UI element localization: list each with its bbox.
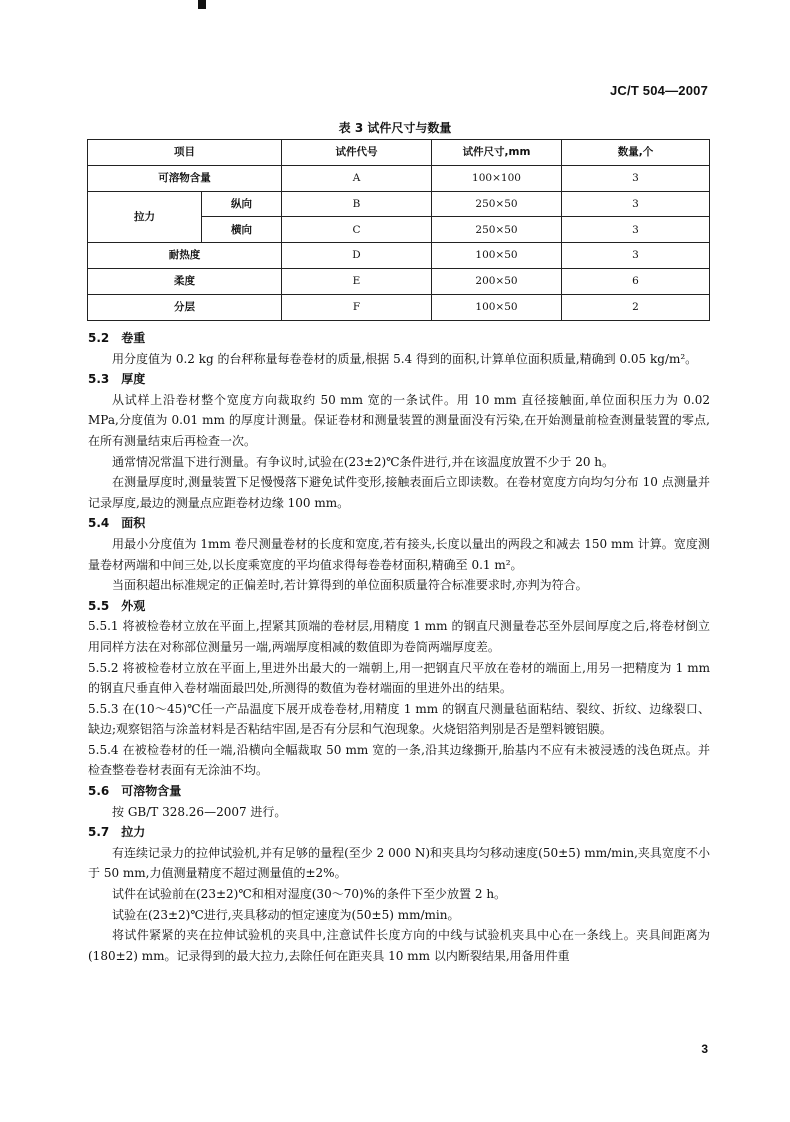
paragraph: 有连续记录力的拉伸试验机,并有足够的量程(至少 2 000 N)和夹具均匀移动速度(50±5) mm/min,夹具宽度不小于 50 mm,力值测量精度不超过测量值的±2%。 [88, 845, 710, 881]
paragraph: 通常情况常温下进行测量。有争议时,试验在(23±2)℃条件进行,并在该温度放置不少于 20 h。 [112, 454, 615, 469]
paragraph: 5.5.3 在(10～45)℃任一产品温度下展开成卷卷材,用精度 1 mm 的钢直尺测量毡面粘结、裂纹、折纹、边缘裂口、缺边;观察铝箔与涂盖材料是否粘结牢固,是否有分层和气泡现象。火烧铝箔判别是否是塑料镀铝膜。 [88, 701, 710, 737]
paragraph: 将试件紧紧的夹在拉伸试验机的夹具中,注意试件长度方向的中线与试验机夹具中心在一条线上。夹具间距离为(180±2) mm。记录得到的最大拉力,去除任何在距夹具 10 mm 以内断裂结果,用备用件重 [88, 928, 710, 963]
table-row [88, 294, 710, 320]
paragraph: 在测量厚度时,测量装置下足慢慢落下避免试件变形,接触表面后立即读数。在卷材宽度方向均匀分布 10 点测量并记录厚度,最边的测量点应距卷材边缘 100 mm。 [88, 475, 710, 510]
paragraph: 当面积超出标准规定的正偏差时,若计算得到的单位面积质量符合标准要求时,亦判为符合。 [112, 578, 588, 593]
paragraph: 从试样上沿卷材整个宽度方向裁取约 50 mm 宽的一条试件。用 10 mm 直径接触面,单位面积压力为 0.02 MPa,分度值为 0.01 mm 的厚度计测量。保证卷材和测量装置的测量面没有污染,在开始测量前检查测量装置的零点,在所有测量结束后再检查一次。 [88, 392, 710, 448]
cell-direction: 纵向 [202, 191, 282, 217]
cell-item: 分层 [88, 294, 282, 320]
header-size: 试件尺寸,mm [432, 140, 562, 166]
cell-qty: 3 [562, 165, 710, 191]
cell-item: 可溶物含量 [88, 165, 282, 191]
cell-code: D [282, 243, 432, 269]
table-row [88, 165, 710, 191]
cell-code: B [282, 191, 432, 217]
section-heading: 5.2 卷重 [88, 331, 146, 345]
cell-size: 200×50 [432, 268, 562, 294]
cell-qty: 3 [562, 243, 710, 269]
paragraph: 用最小分度值为 1mm 卷尺测量卷材的长度和宽度,若有接头,长度以量出的两段之和减去 150 mm 计算。宽度测量卷材两端和中间三处,以长度乘宽度的平均值求得每卷卷材面积,精确至 0.1 m²。 [88, 536, 710, 572]
scan-mark [198, 0, 206, 9]
paragraph: 用分度值为 0.2 kg 的台秤称量每卷卷材的质量,根据 5.4 得到的面积,计算单位面积质量,精确到 0.05 kg/m²。 [112, 351, 698, 366]
paragraph: 试件在试验前在(23±2)℃和相对湿度(30～70)%的条件下至少放置 2 h。 [112, 887, 507, 902]
cell-qty: 2 [562, 294, 710, 320]
cell-qty: 6 [562, 268, 710, 294]
header-qty: 数量,个 [562, 140, 710, 166]
paragraph: 按 GB/T 328.26—2007 进行。 [112, 804, 287, 819]
table-row [88, 191, 710, 217]
section-heading: 5.5 外观 [88, 598, 146, 613]
cell-size: 100×50 [432, 243, 562, 269]
cell-item: 耐热度 [88, 243, 282, 269]
table-row [88, 243, 710, 269]
table-caption: 表 3 试件尺寸与数量 [338, 121, 452, 135]
section-heading: 5.3 厚度 [88, 372, 146, 387]
specimen-table [87, 139, 710, 321]
cell-size: 100×50 [432, 294, 562, 320]
cell-size: 250×50 [432, 191, 562, 217]
table-row [88, 268, 710, 294]
section-heading: 5.4 面积 [88, 516, 146, 531]
cell-item: 柔度 [88, 268, 282, 294]
standard-number: JC/T 504—2007 [610, 83, 708, 98]
table-header-row [88, 140, 710, 166]
header-item: 项目 [88, 140, 282, 166]
paragraph: 5.5.4 在被检卷材的任一端,沿横向全幅裁取 50 mm 宽的一条,沿其边缘撕开,胎基内不应有未被浸透的浅色斑点。并检查整卷卷材表面有无涂油不均。 [88, 742, 710, 778]
cell-code: F [282, 294, 432, 320]
cell-code: A [282, 165, 432, 191]
section-heading: 5.6 可溶物含量 [88, 784, 182, 799]
cell-qty: 3 [562, 217, 710, 243]
cell-size: 100×100 [432, 165, 562, 191]
cell-qty: 3 [562, 191, 710, 217]
cell-direction: 横向 [202, 217, 282, 243]
cell-item: 拉力 [88, 191, 202, 243]
cell-size: 250×50 [432, 217, 562, 243]
cell-code: E [282, 268, 432, 294]
header-code: 试件代号 [282, 140, 432, 166]
section-heading: 5.7 拉力 [88, 825, 146, 840]
paragraph: 5.5.1 将被检卷材立放在平面上,捏紧其顶端的卷材层,用精度 1 mm 的钢直尺测量卷芯至外层间厚度之后,将卷材倒立用同样方法在对称部位测量另一端,两端厚度相减的数值即为卷筒两端厚度差。 [88, 619, 710, 654]
paragraph: 5.5.2 将被检卷材立放在平面上,里进外出最大的一端朝上,用一把钢直尺平放在卷材的端面上,用另一把精度为 1 mm 的钢直尺垂直伸入卷材端面最凹处,所测得的数值为卷材端面的里进外出的结果。 [88, 660, 710, 696]
paragraph: 试验在(23±2)℃进行,夹具移动的恒定速度为(50±5) mm/min。 [112, 907, 460, 922]
page-number: 3 [701, 1042, 708, 1056]
cell-code: C [282, 217, 432, 243]
document-body [88, 328, 710, 966]
